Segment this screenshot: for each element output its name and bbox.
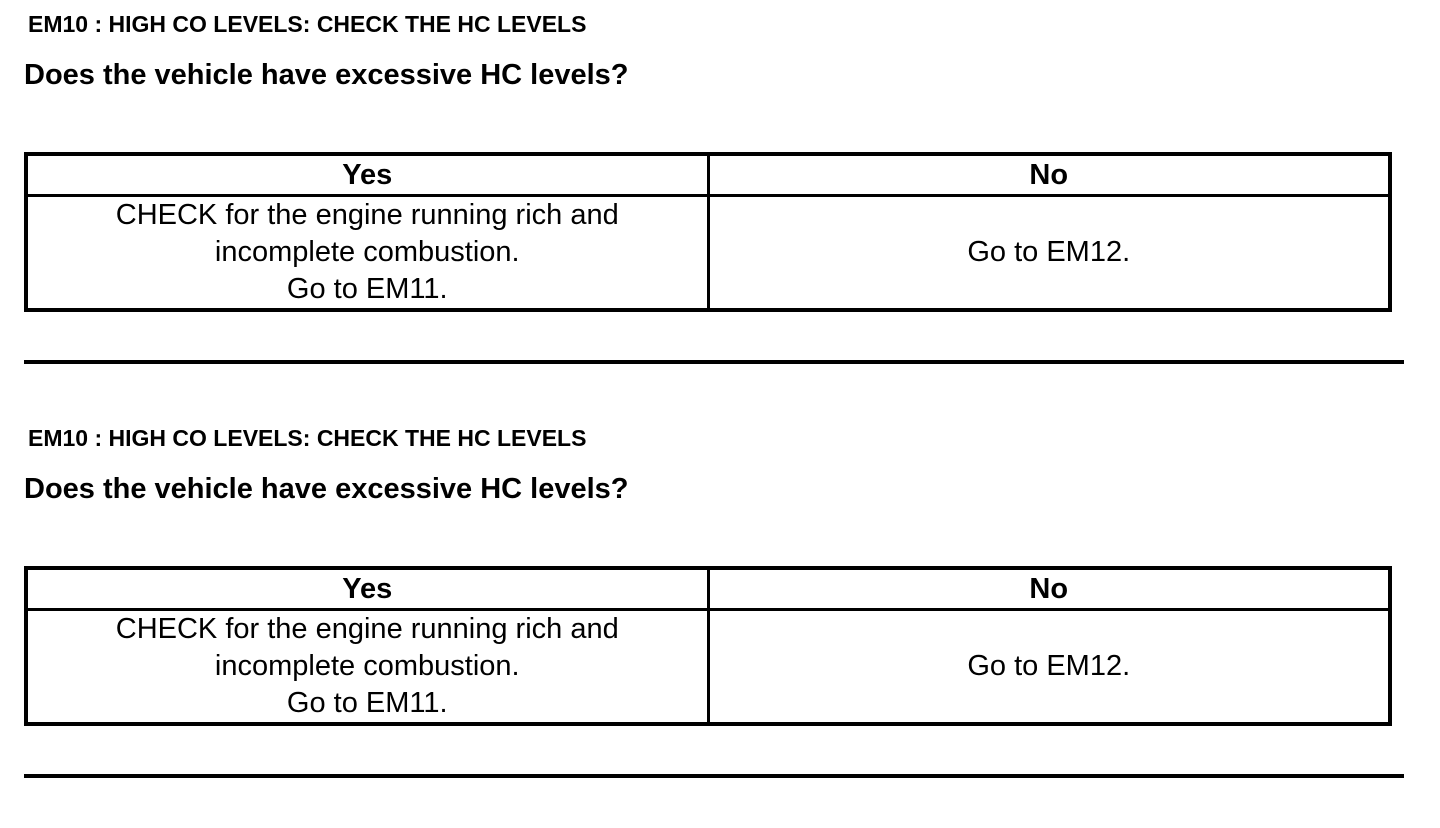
- table-header-row: [26, 568, 1390, 610]
- decision-table: [24, 152, 1392, 312]
- no-action-cell: [708, 610, 1390, 725]
- section-divider: [24, 774, 1404, 778]
- yes-action-link[interactable]: Go to EM11.: [286, 273, 448, 305]
- no-column-header: No: [708, 568, 1390, 610]
- no-action-cell: [708, 196, 1390, 311]
- yes-action-cell: [26, 610, 708, 725]
- step-question: Does the vehicle have excessive HC levels?: [24, 59, 629, 91]
- table-row: [26, 610, 1390, 725]
- no-column-header: No: [708, 154, 1390, 196]
- step-title: EM10 : HIGH CO LEVELS: CHECK THE HC LEVELS: [28, 425, 587, 451]
- table-header-row: [26, 154, 1390, 196]
- step-question: Does the vehicle have excessive HC levels?: [24, 473, 629, 505]
- step-title: EM10 : HIGH CO LEVELS: CHECK THE HC LEVELS: [28, 11, 587, 37]
- table-row: [26, 196, 1390, 311]
- yes-action-cell: [26, 196, 708, 311]
- no-action-link[interactable]: Go to EM12.: [967, 236, 1131, 268]
- no-action-link[interactable]: Go to EM12.: [967, 650, 1131, 682]
- yes-action-line: incomplete combustion.: [214, 236, 520, 268]
- diagnostic-step-em10: [0, 414, 1440, 828]
- yes-action-line: incomplete combustion.: [214, 650, 520, 682]
- yes-action-line: CHECK for the engine running rich and: [115, 199, 619, 231]
- yes-column-header: Yes: [26, 154, 708, 196]
- yes-action-link[interactable]: Go to EM11.: [286, 687, 448, 719]
- section-divider: [24, 360, 1404, 364]
- yes-column-header: Yes: [26, 568, 708, 610]
- decision-table: [24, 566, 1392, 726]
- yes-action-line: CHECK for the engine running rich and: [115, 613, 619, 645]
